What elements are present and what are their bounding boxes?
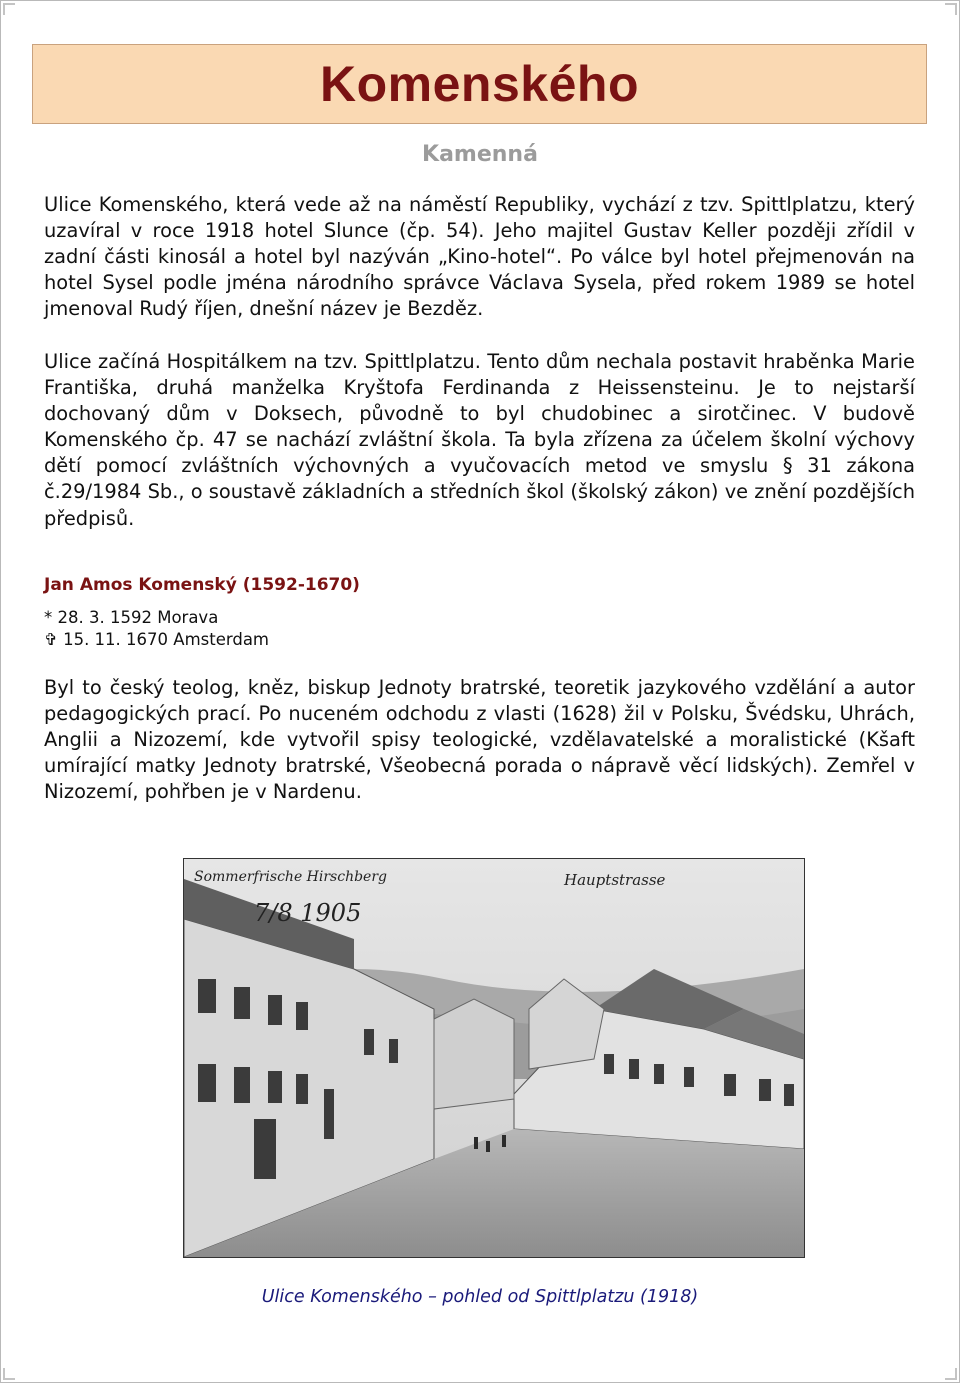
historic-photo <box>183 858 805 1258</box>
street-photo-illustration <box>184 859 804 1257</box>
title-banner <box>32 44 927 124</box>
biography-text: Byl to český teolog, kněz, biskup Jednoty bratrské, teoretik jazykového vzdělání a autor pedagogických prací. Po nuceném odchodu z vlasti (1628) žil v Polsku, Švédsku, Uhrách, Anglii a Nizozemí, kde vytvořil spisy teologické, vzdělavatelské a moralistické (Kšaft umírající matky Jednoty bratrské, Všeobecná porada o nápravě věcí lidských). Zemřel v Nizozemí, pohřben je v Nardenu. <box>44 676 915 804</box>
person-heading: Jan Amos Komenský (1592-1670) <box>44 575 360 595</box>
photo-handwritten-date: 7/8 1905 <box>254 899 362 927</box>
photo-inscription-left: Sommerfrische Hirschberg <box>194 869 387 885</box>
birth-line: * 28. 3. 1592 Morava <box>44 608 219 627</box>
corner-mark <box>945 3 957 15</box>
intro-paragraph-text: Ulice Komenského, která vede až na náměstí Republiky, vychází z tzv. Spittlplatzu, který uzavíral v roce 1918 hotel Slunce (čp. 54). Jeho majitel Gustav Keller později zřídil v zadní části kinosál a hotel byl nazýván „Kino-hotel“. Po válce byl hotel přejmenován na hotel Sysel podle jména národního správce Václava Sysela, před rokem 1989 se hotel jmenoval Rudý říjen, dnešní název je Bezděz. <box>44 193 915 321</box>
page-title: Komenského <box>320 56 639 112</box>
corner-mark <box>945 1368 957 1380</box>
photo-caption: Ulice Komenského – pohled od Spittlplatzu (1918) <box>261 1287 699 1307</box>
biography-paragraph <box>44 675 915 805</box>
intro-paragraph-second-text: Ulice začíná Hospitálkem na tzv. Spittlplatzu. Tento dům nechala postavit hraběnka Marie Františka, druhá manželka Kryštofa Ferdinanda z Heissensteinu. Je to nejstarší dochovaný dům v Doksech, původně to byl chudobinec a sirotčinec. V budově Komenského čp. 47 se nachází zvláštní škola. Ta byla zřízena za účelem školní výchovy dětí pomocí zvláštních výchovných a vyučovacích metod ve smyslu § 31 zákona č.29/1984 Sb., o soustavě základních a středních škol (školský zákon) ve znění pozdějších předpisů. <box>44 350 915 530</box>
photo-inscription-right: Hauptstrasse <box>564 871 666 889</box>
death-line: ✞ 15. 11. 1670 Amsterdam <box>44 630 270 649</box>
corner-mark <box>3 1368 15 1380</box>
corner-mark <box>3 3 15 15</box>
intro-paragraph-second <box>44 349 915 532</box>
intro-paragraph <box>44 192 915 322</box>
page-subtitle: Kamenná <box>422 142 538 167</box>
